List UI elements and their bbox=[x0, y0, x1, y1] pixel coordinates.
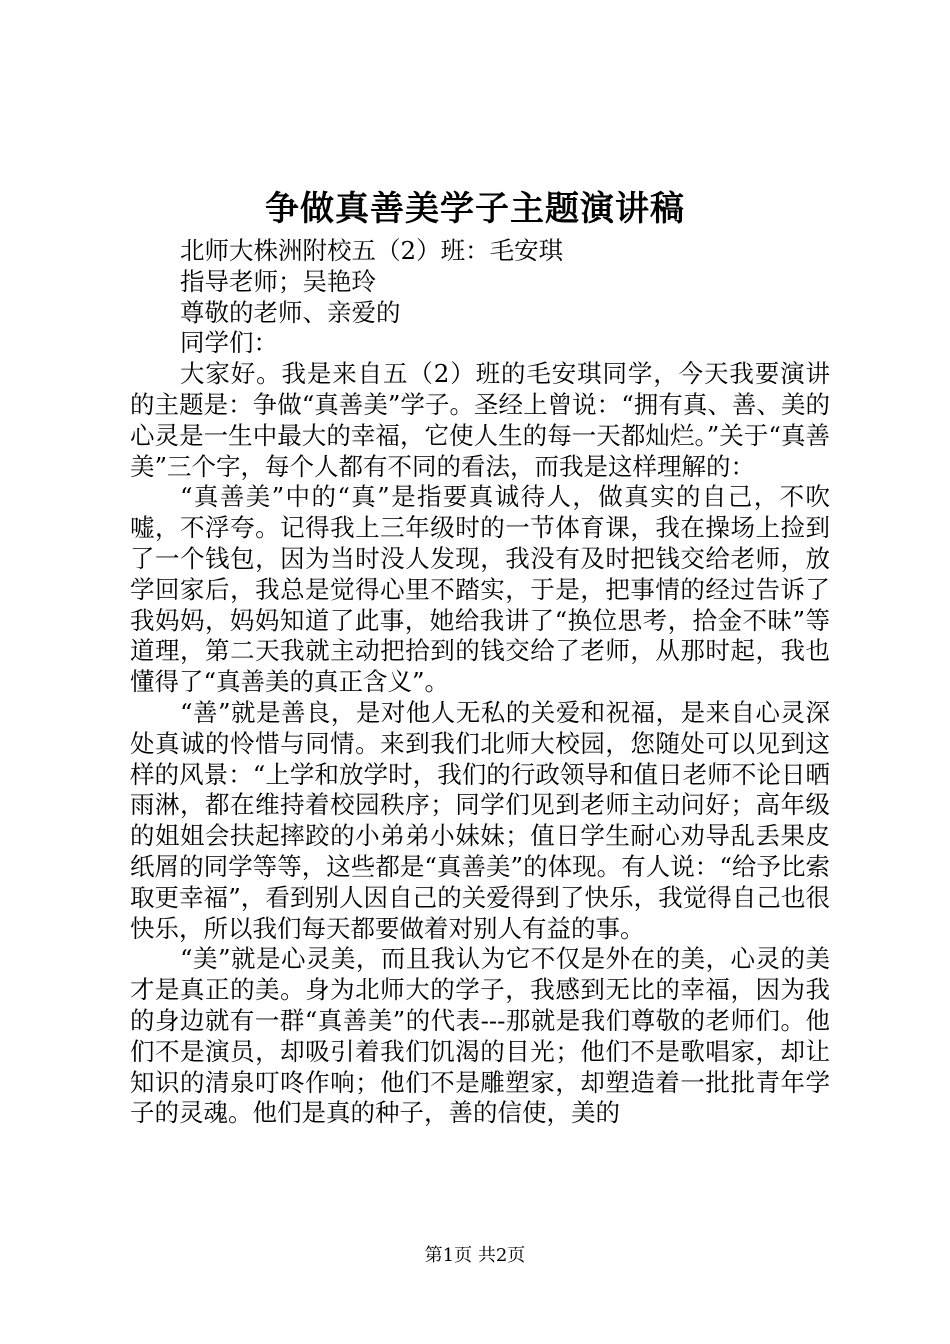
document-body bbox=[130, 236, 830, 1129]
paragraph-goodness: “善”就是善良，是对他人无私的关爱和祝福，是来自心灵深处真诚的怜惜与同情。来到我们北师大校园，您随处可以见到这样的风景：“上学和放学时，我们的行政领导和值日老师不论日晒雨淋，都在维持着校园秩序；同学们见到老师主动问好；高年级的姐姐会扶起摔跤的小弟弟小妹妹；值日学生耐心劝导乱丢果皮纸屑的同学等等，这些都是“真善美”的体现。有人说：“给予比索取更幸福”，看到别人因自己的关爱得到了快乐，我觉得自己也很快乐，所以我们每天都要做着对别人有益的事。 bbox=[130, 697, 830, 943]
paragraph-truth: “真善美”中的“真”是指要真诚待人，做真实的自己，不吹嘘，不浮夸。记得我上三年级时的一节体育课，我在操场上捡到了一个钱包，因为当时没人发现，我没有及时把钱交给老师，放学回家后，我总是觉得心里不踏实，于是，把事情的经过告诉了我妈妈，妈妈知道了此事，她给我讲了“换位思考，拾金不昧”等道理，第二天我就主动把拾到的钱交给了老师，从那时起，我也懂得了“真善美的真正含义”。 bbox=[130, 482, 830, 697]
page-footer: 第1页 共2页 bbox=[424, 1245, 526, 1266]
paragraph-beauty: “美”就是心灵美，而且我认为它不仅是外在的美，心灵的美才是真正的美。身为北师大的学子，我感到无比的幸福，因为我的身边就有一群“真善美”的代表---那就是我们尊敬的老师们。他们不是演员，却吸引着我们饥渴的目光；他们不是歌唱家，却让知识的清泉叮咚作响；他们不是雕塑家，却塑造着一批批青年学子的灵魂。他们是真的种子，善的信使，美的 bbox=[130, 944, 830, 1128]
teacher-line: 指导老师；吴艳玲 bbox=[180, 266, 376, 296]
document-title: 争做真善美学子主题演讲稿 bbox=[265, 189, 685, 229]
greeting-line-1: 尊敬的老师、亲爱的 bbox=[180, 297, 401, 327]
greeting-line-2: 同学们： bbox=[180, 328, 278, 358]
author-line: 北师大株洲附校五（2）班：毛安琪 bbox=[180, 236, 564, 265]
paragraph-intro: 大家好。我是来自五（2）班的毛安琪同学，今天我要演讲的主题是：争做“真善美”学子。圣经上曾说：“拥有真、善、美的心灵是一生中最大的幸福，它使人生的每一天都灿烂。”关于“真善美”三个字，每个人都有不同的看法，而我是这样理解的： bbox=[130, 359, 830, 481]
